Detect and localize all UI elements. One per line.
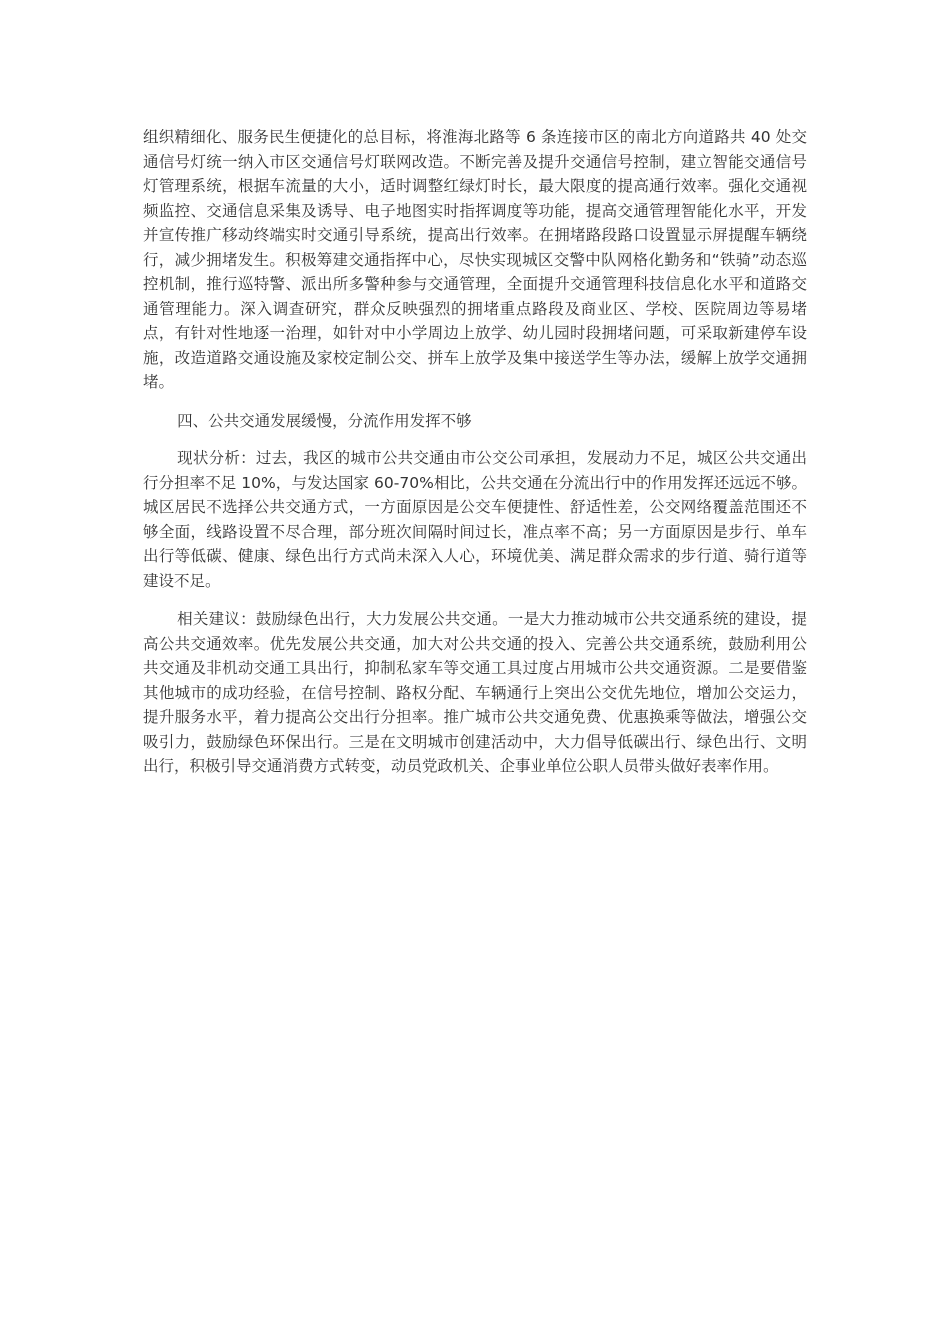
paragraph-related-suggestions: 相关建议：鼓励绿色出行，大力发展公共交通。一是大力推动城市公共交通系统的建设，提高公共交通效率。优先发展公共交通，加大对公共交通的投入、完善公共交通系统，鼓励利用公共交通及非机动交通工具出行，抑制私家车等交通工具过度占用城市公共交通资源。二是要借鉴其他城市的成功经验，在信号控制、路权分配、车辆通行上突出公交优先地位，增加公交运力，提升服务水平，着力提高公交出行分担率。推广城市公共交通免费、优惠换乘等做法，增强公交吸引力，鼓励绿色环保出行。三是在文明城市创建活动中，大力倡导低碳出行、绿色出行、文明出行，积极引导交通消费方式转变，动员党政机关、企事业单位公职人员带头做好表率作用。 — [143, 610, 807, 775]
paragraph-traffic-signal-management: 组织精细化、服务民生便捷化的总目标，将淮海北路等 6 条连接市区的南北方向道路共 40 处交通信号灯统一纳入市区交通信号灯联网改造。不断完善及提升交通信号控制，建立智能交通信号灯管理系统，根据车流量的大小，适时调整红绿灯时长，最大限度的提高通行效率。强化交通视频监控、交通信息采集及诱导、电子地图实时指挥调度等功能，提高交通管理智能化水平，开发并宣传推广移动终端实时交通引导系统，提高出行效率。在拥堵路段路口设置显示屏提醒车辆绕行，减少拥堵发生。积极筹建交通指挥中心，尽快实现城区交警中队网格化勤务和“铁骑”动态巡控机制，推行巡特警、派出所多警种参与交通管理，全面提升交通管理科技信息化水平和道路交通管理能力。深入调查研究，群众反映强烈的拥堵重点路段及商业区、学校、医院周边等易堵点，有针对性地逐一治理，如针对中小学周边上放学、幼儿园时段拥堵问题，可采取新建停车设施，改造道路交通设施及家校定制公交、拼车上放学及集中接送学生等办法，缓解上放学交通拥堵。 — [143, 128, 807, 391]
section-heading-public-transport: 四、公共交通发展缓慢，分流作用发挥不够 — [177, 411, 472, 430]
paragraph-current-analysis: 现状分析：过去，我区的城市公共交通由市公交公司承担，发展动力不足，城区公共交通出行分担率不足 10%，与发达国家 60-70%相比，公共交通在分流出行中的作用发挥还远远不够。城区居民不选择公共交通方式，一方面原因是公交车便捷性、舒适性差，公交网络覆盖范围还不够全面，线路设置不尽合理，部分班次间隔时间过长，准点率不高；另一方面原因是步行、单车出行等低碳、健康、绿色出行方式尚未深入人心，环境优美、满足群众需求的步行道、骑行道等建设不足。 — [143, 449, 807, 590]
document-body — [143, 125, 807, 793]
